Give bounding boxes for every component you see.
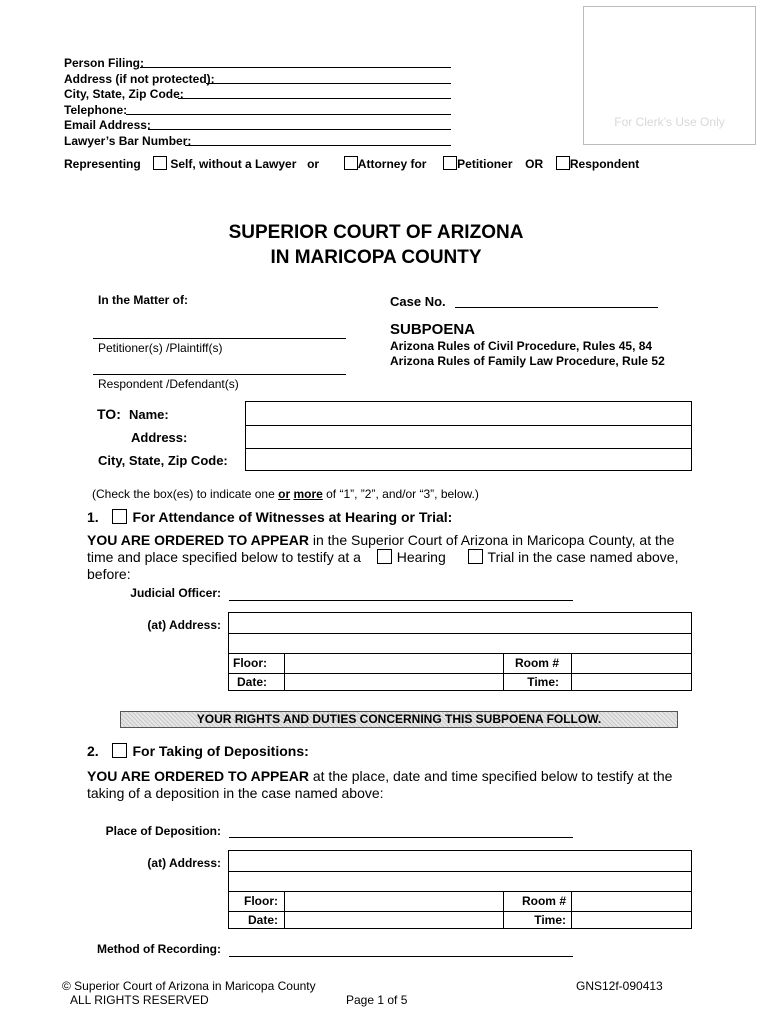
field-label: Email Address:: [64, 118, 151, 132]
section-2-checkbox[interactable]: [112, 743, 127, 758]
rule-civil: Arizona Rules of Civil Procedure, Rules 45, 84: [390, 339, 653, 353]
petitioner-checkbox[interactable]: [443, 156, 457, 170]
field-bar-number[interactable]: [64, 134, 464, 150]
representing-label: Representing: [64, 157, 141, 171]
section-2-title: For Taking of Depositions:: [132, 743, 309, 759]
footer-form-code: GNS12f-090413: [576, 979, 663, 993]
to-city-label: City, State, Zip Code:: [98, 453, 228, 468]
petitioner-label: Petitioner(s) /Plaintiff(s): [98, 341, 223, 355]
hearing-checkbox[interactable]: [377, 549, 392, 564]
court-title-line-2: IN MARICOPA COUNTY: [270, 247, 482, 268]
petitioner-label: Petitioner: [457, 157, 513, 171]
order-text-2: at the place, date and time specified below to testify at the: [308, 768, 673, 784]
court-title-line-1: SUPERIOR COURT OF ARIZONA: [228, 222, 524, 243]
respondent-label: Respondent /Defendant(s): [98, 377, 239, 391]
respondent-label: Respondent: [569, 157, 640, 171]
to-label: TO:: [97, 406, 121, 422]
attorney-checkbox[interactable]: [344, 156, 358, 170]
section-1-heading: [87, 509, 452, 525]
section-2-floor-input[interactable]: [285, 891, 503, 911]
section-1-order-line-1: [87, 532, 674, 548]
field-label: Person Filing:: [64, 56, 145, 70]
instr-text-3: of “1”, ”2”, and/or “3”, below.): [322, 487, 479, 501]
section-2-address-input-1[interactable]: [229, 851, 691, 872]
petitioner-line[interactable]: [93, 338, 346, 339]
clerk-use-label: For Clerk’s Use Only: [614, 115, 725, 129]
instr-or: or: [278, 487, 291, 501]
section-2-date-input[interactable]: [285, 911, 503, 929]
section-1-title: For Attendance of Witnesses at Hearing or Trial:: [132, 509, 453, 525]
case-number-line[interactable]: [455, 307, 658, 308]
section-2-address-box: [228, 850, 692, 929]
section-2-time-input[interactable]: [572, 911, 691, 929]
order-line-2-text: time and place specified below to testify at a: [87, 549, 361, 565]
to-address-input[interactable]: [246, 425, 691, 449]
to-entry-box: [245, 401, 692, 471]
rule-family: Arizona Rules of Family Law Procedure, Rule 52: [390, 354, 665, 368]
field-label: Lawyer’s Bar Number:: [64, 133, 192, 148]
section-1-room-label: Room #: [514, 656, 559, 670]
in-the-matter-label: In the Matter of:: [98, 293, 188, 307]
court-title: [0, 220, 752, 270]
order-text: in the Superior Court of Arizona in Maricopa County, at the: [308, 532, 675, 548]
section-2-address-label: (at) Address:: [147, 856, 221, 870]
section-1-order-line-2: [87, 549, 678, 565]
field-address[interactable]: [64, 72, 464, 88]
section-1-date-label: Date:: [236, 675, 267, 689]
rights-banner: YOUR RIGHTS AND DUTIES CONCERNING THIS SUBPOENA FOLLOW.: [120, 711, 678, 728]
section-2-time-label: Time:: [534, 913, 566, 927]
section-2-room-label: Room #: [521, 894, 566, 908]
order-bold: YOU ARE ORDERED TO APPEAR: [87, 532, 309, 548]
field-label: Address (if not protected):: [64, 71, 215, 86]
field-label: Telephone:: [64, 102, 128, 117]
to-name-input[interactable]: [246, 402, 691, 426]
field-label: City, State, Zip Code:: [64, 87, 184, 101]
judicial-officer-label: Judicial Officer:: [130, 586, 221, 600]
footer-rights: ALL RIGHTS RESERVED: [70, 993, 209, 1007]
or-label-2: OR: [525, 157, 544, 171]
judicial-officer-line[interactable]: [229, 600, 573, 601]
self-label: Self, without a Lawyer: [170, 157, 297, 171]
place-of-deposition-line[interactable]: [229, 837, 573, 838]
document-title: SUBPOENA: [390, 321, 476, 338]
trial-checkbox[interactable]: [468, 549, 483, 564]
section-1-room-input[interactable]: [572, 653, 691, 673]
section-1-address-input-2[interactable]: [229, 633, 691, 654]
footer-copyright: © Superior Court of Arizona in Maricopa County: [62, 979, 316, 993]
method-of-recording-line[interactable]: [229, 956, 573, 957]
order-bold-2: YOU ARE ORDERED TO APPEAR: [87, 768, 309, 784]
field-city-state-zip[interactable]: [64, 87, 464, 103]
clerk-use-box: [583, 6, 756, 145]
section-1-address-input-1[interactable]: [229, 613, 691, 634]
section-2-date-label: Date:: [247, 913, 278, 927]
to-city-input[interactable]: [246, 448, 691, 470]
section-1-address-box: [228, 612, 692, 691]
trial-label: Trial in the case named above,: [487, 549, 679, 565]
section-1-time-label: Time:: [527, 675, 559, 689]
section-1-checkbox[interactable]: [112, 509, 127, 524]
self-checkbox[interactable]: [153, 156, 167, 170]
field-telephone[interactable]: [64, 103, 464, 119]
section-2-address-input-2[interactable]: [229, 871, 691, 892]
section-2-floor-label: Floor:: [244, 894, 278, 908]
section-2-order-line-1: [87, 768, 672, 784]
section-2-order-line-2: taking of a deposition in the case named above:: [87, 785, 384, 801]
place-of-deposition-label: Place of Deposition:: [105, 824, 221, 838]
method-of-recording-label: Method of Recording:: [97, 942, 221, 956]
hearing-label: Hearing: [396, 549, 446, 565]
section-2-number: 2.: [87, 743, 99, 759]
section-2-room-input[interactable]: [572, 891, 691, 911]
respondent-line[interactable]: [93, 374, 346, 375]
section-1-floor-label: Floor:: [233, 656, 267, 670]
section-1-number: 1.: [87, 509, 99, 525]
attorney-label: Attorney for: [357, 157, 427, 171]
section-2-heading: [87, 743, 309, 759]
filing-header: [64, 56, 464, 149]
field-person-filing[interactable]: [64, 56, 464, 72]
section-1-address-label: (at) Address:: [147, 618, 221, 632]
to-name-label: Name:: [129, 407, 169, 422]
check-instructions: [92, 487, 479, 501]
section-1-date-input[interactable]: [285, 673, 503, 691]
or-label: or: [307, 157, 320, 171]
to-address-label: Address:: [131, 430, 188, 445]
section-1-floor-input[interactable]: [285, 653, 503, 673]
instr-text-1: (Check the box(es) to indicate one: [92, 487, 279, 501]
respondent-checkbox[interactable]: [556, 156, 570, 170]
case-number-label: Case No.: [390, 294, 446, 309]
section-1-order-line-3: before:: [87, 566, 131, 582]
section-1-time-input[interactable]: [572, 673, 691, 691]
representing-row: [64, 156, 639, 171]
footer-page-number: Page 1 of 5: [346, 993, 408, 1007]
instr-more: more: [293, 487, 323, 501]
field-email[interactable]: [64, 118, 464, 134]
